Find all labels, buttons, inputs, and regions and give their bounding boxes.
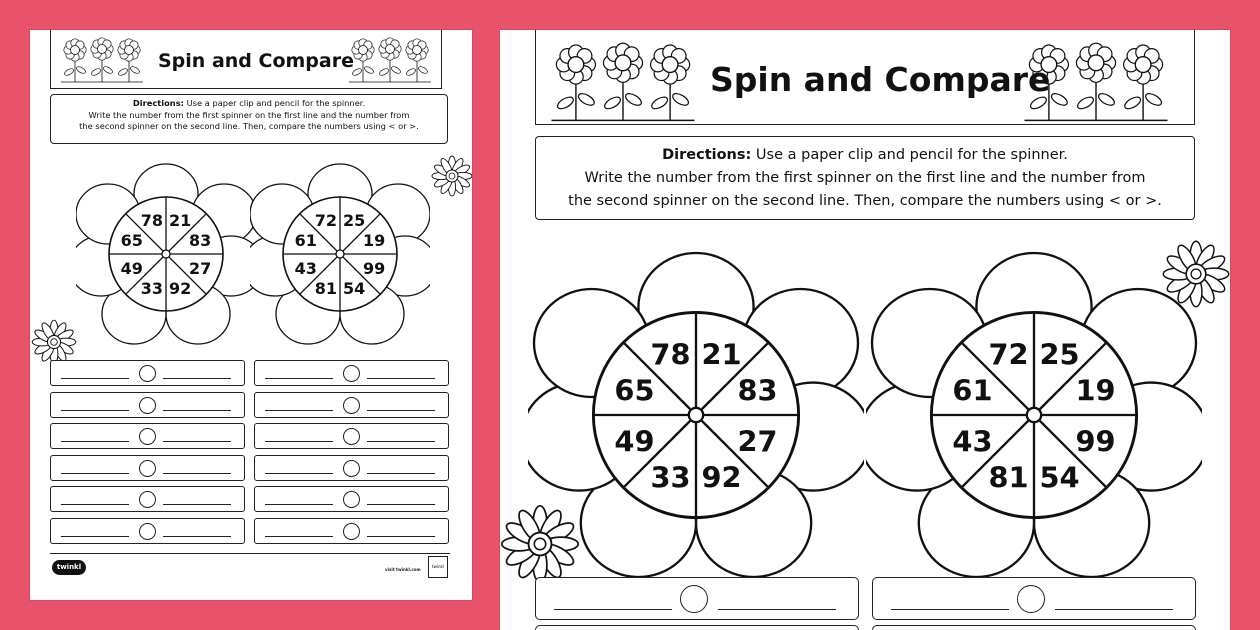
spinner-number: 33 [140,279,163,299]
answer-row-zoomed-3 [535,625,859,630]
compare-circle[interactable] [139,365,156,382]
answer-line-second[interactable] [718,609,836,610]
daisy-decoration-top [430,154,472,198]
compare-circle[interactable] [139,460,156,477]
spinner-number: 92 [169,279,192,299]
spinner-number: 19 [363,230,386,250]
spinner-number: 61 [294,230,317,250]
answer-row [254,360,449,386]
answer-line-second[interactable] [163,441,231,442]
answer-line-second[interactable] [163,504,231,505]
compare-circle[interactable] [343,491,360,508]
twinkl-badge: twinkl [428,556,448,578]
spinner-right-zoomed [866,235,1202,595]
spinner-number: 99 [363,259,386,279]
spinner-center [689,408,703,422]
answer-line-first[interactable] [265,441,333,442]
answer-line-second[interactable] [367,378,435,379]
spinner-number: 65 [614,373,655,408]
compare-circle[interactable] [343,365,360,382]
spinner-number: 81 [988,460,1029,495]
footer-rule [50,553,450,554]
answer-line-first[interactable] [891,609,1009,610]
answer-row-zoomed-2 [872,577,1196,620]
answer-line-second[interactable] [163,410,231,411]
directions-line1-zoomed: Use a paper clip and pencil for the spinner. [755,147,1068,163]
answer-row [254,486,449,512]
spinner-number: 83 [189,230,212,250]
spinner-number: 72 [314,210,337,230]
answer-line-first[interactable] [61,536,129,537]
spinner-right [250,154,430,354]
daisy-decoration-bottom [30,318,78,366]
answer-line-first[interactable] [61,378,129,379]
answer-row [254,455,449,481]
answer-line-second[interactable] [367,536,435,537]
twinkl-logo: twinkl [52,560,86,575]
page-title-zoomed: Spin and Compare [710,60,1051,99]
flower-cluster-right [347,36,433,84]
answer-line-first[interactable] [61,441,129,442]
spinner-center [162,250,170,258]
answer-line-second[interactable] [367,441,435,442]
compare-circle[interactable] [139,397,156,414]
spinner-number: 21 [701,337,742,372]
compare-circle[interactable] [343,460,360,477]
directions-box [50,94,448,144]
answer-row-zoomed-4 [872,625,1196,630]
answer-row [50,455,245,481]
answer-line-first[interactable] [265,410,333,411]
compare-circle[interactable] [139,491,156,508]
directions-label: Directions: [132,98,184,108]
worksheet-preview-small [30,30,472,600]
answer-line-first[interactable] [265,504,333,505]
directions-label-zoomed: Directions: [662,147,752,163]
footer-url: visit twinkl.com [385,567,421,572]
directions-line3: the second spinner on the second line. Then, compare the numbers using < or >. [79,121,419,131]
spinner-number: 27 [189,259,212,279]
spinner-left [76,154,256,354]
spinner-number: 83 [737,373,778,408]
answer-row [254,392,449,418]
spinner-number: 43 [294,259,317,279]
spinner-number: 25 [343,210,366,230]
spinner-number: 27 [737,424,778,459]
answer-line-second[interactable] [163,378,231,379]
spinner-number: 72 [988,337,1029,372]
answer-line-second[interactable] [1055,609,1173,610]
spinner-center [336,250,344,258]
flower-cluster-left-zoomed [548,40,698,124]
directions-box-zoomed [535,136,1195,220]
compare-circle[interactable] [139,428,156,445]
spinner-number: 33 [650,460,691,495]
spinner-number: 43 [952,424,993,459]
answer-line-second[interactable] [163,536,231,537]
answer-line-first[interactable] [554,609,672,610]
spinner-number: 49 [614,424,655,459]
answer-row-zoomed-1 [535,577,859,620]
spinner-number: 54 [343,279,366,299]
answer-row [50,423,245,449]
answer-row [254,423,449,449]
answer-line-first[interactable] [265,378,333,379]
answer-line-first[interactable] [265,536,333,537]
page-title: Spin and Compare [158,50,354,72]
directions-line2: Write the number from the first spinner on the first line and the number from [88,109,410,120]
compare-circle[interactable] [343,397,360,414]
answer-line-first[interactable] [61,504,129,505]
answer-line-first[interactable] [265,473,333,474]
spinner-number: 21 [169,210,192,230]
compare-circle[interactable] [139,523,156,540]
answer-line-first[interactable] [61,410,129,411]
spinner-number: 92 [701,460,742,495]
spinner-number: 49 [120,259,143,279]
compare-circle[interactable] [343,523,360,540]
daisy-decoration-top-zoomed [1160,230,1230,318]
directions-line2-zoomed: Write the number from the first spinner on the first line and the number from [584,170,1146,186]
answer-row [254,518,449,544]
spinner-number: 99 [1075,424,1116,459]
spinner-number: 61 [952,373,993,408]
compare-circle[interactable] [1017,585,1045,613]
answer-row [50,518,245,544]
compare-circle[interactable] [343,428,360,445]
answer-row [50,392,245,418]
answer-line-first[interactable] [61,473,129,474]
compare-circle[interactable] [680,585,708,613]
spinner-number: 25 [1039,337,1080,372]
spinner-number: 19 [1075,373,1116,408]
answer-line-second[interactable] [367,410,435,411]
directions-line1: Use a paper clip and pencil for the spinner. [186,98,366,108]
spinner-number: 54 [1039,460,1080,495]
answer-line-second[interactable] [367,504,435,505]
spinner-number: 78 [140,210,163,230]
spinner-number: 78 [650,337,691,372]
directions-line3-zoomed: the second spinner on the second line. Then, compare the numbers using < or >. [568,193,1162,209]
worksheet-zoomed [500,30,1230,630]
flower-cluster-left [59,36,145,84]
spinner-number: 81 [314,279,337,299]
spinner-center [1027,408,1041,422]
answer-row [50,486,245,512]
spinner-number: 65 [120,230,143,250]
answer-line-second[interactable] [367,473,435,474]
answer-row [50,360,245,386]
answer-line-second[interactable] [163,473,231,474]
